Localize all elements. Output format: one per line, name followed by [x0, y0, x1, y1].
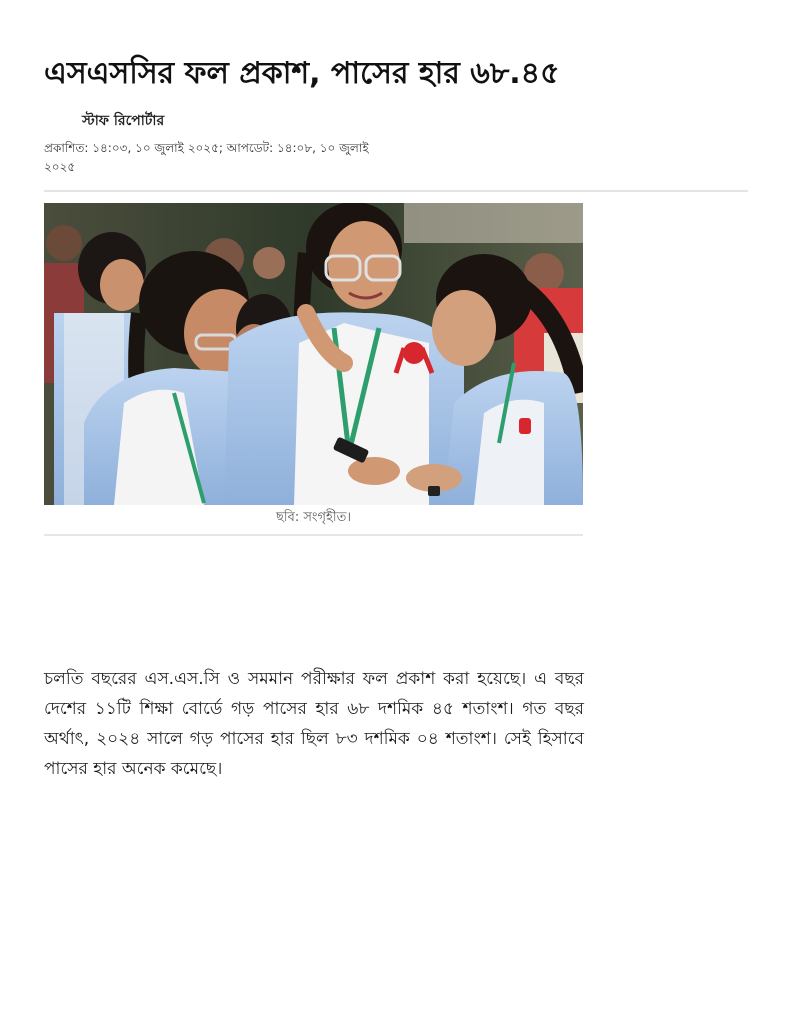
author-name[interactable]: স্টাফ রিপোর্টার: [82, 113, 165, 129]
article-body: চলতি বছরের এস.এস.সি ও সমমান পরীক্ষার ফল প্রকাশ করা হয়েছে। এ বছর দেশের ১১টি শিক্ষা বোর্ডে গড় পাসের হার ৬৮ দশমিক ৪৫ শতাংশ। গত বছর অর্থাৎ, ২০২৪ সালে গড় পাসের হার ছিল ৮৩ দশমিক ০৪ শতাংশ। সেই হিসাবে পাসের হার অনেক কমেছে।: [44, 669, 584, 779]
byline: [44, 108, 164, 134]
header-divider: [44, 190, 748, 192]
article-headline: এসএসসির ফল প্রকাশ, পাসের হার ৬৮.৪৫: [44, 56, 560, 91]
photo-caption: ছবি: সংগৃহীত।: [276, 510, 351, 525]
author-avatar: [44, 108, 70, 134]
caption-divider: [44, 534, 583, 536]
publish-dateline: প্রকাশিত: ১৪:০৩, ১০ জুলাই ২০২৫; আপডেট: ১৪:০৮, ১০ জুলাই ২০২৫: [44, 141, 369, 174]
article-photo: [44, 203, 583, 505]
